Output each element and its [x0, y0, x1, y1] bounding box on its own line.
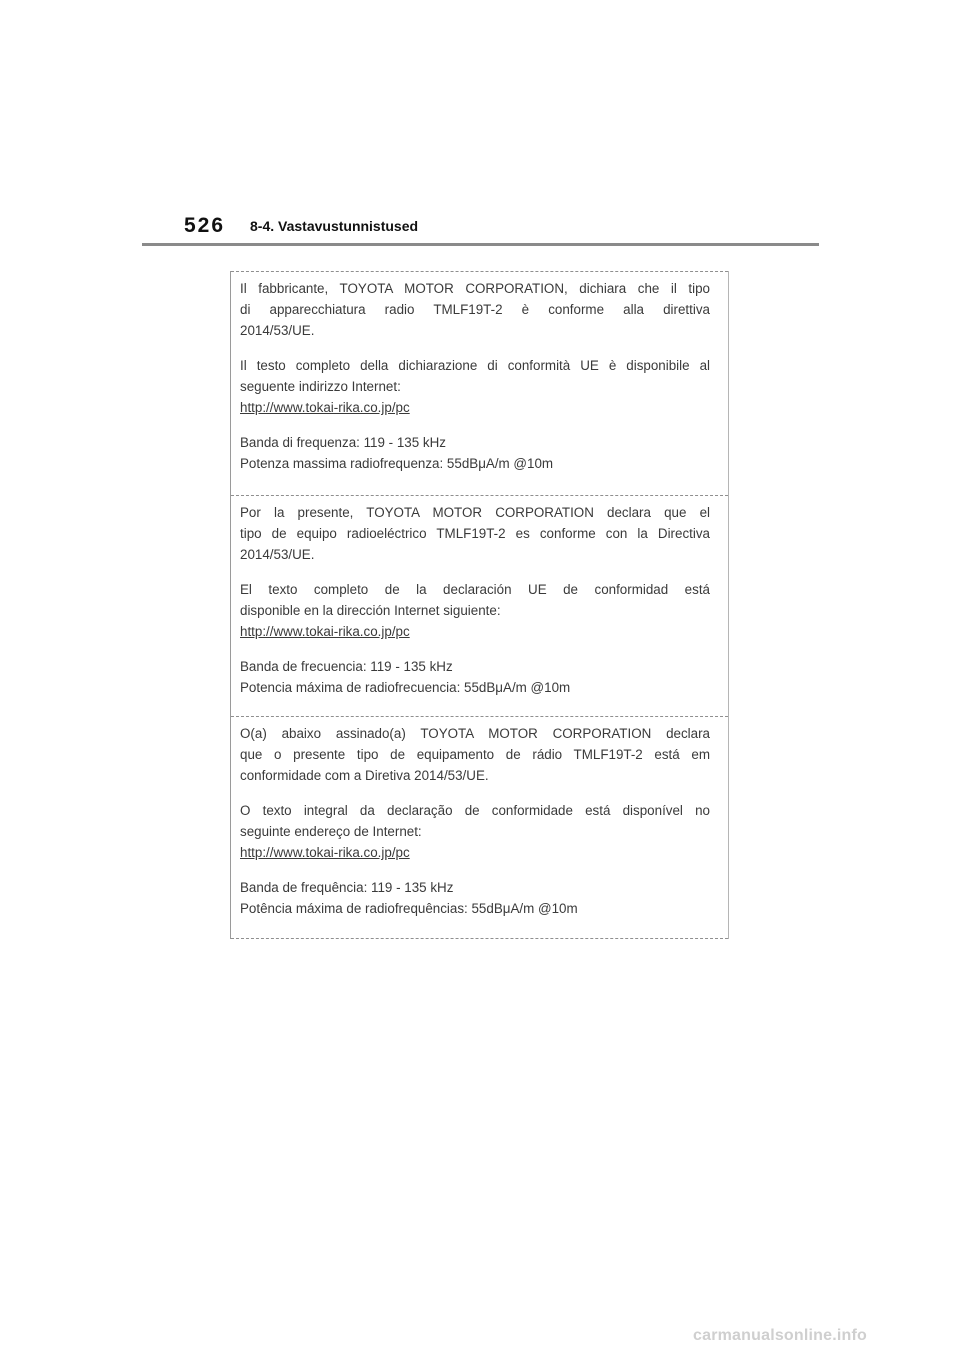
text-line: seguente indirizzo Internet: [240, 379, 401, 394]
section-title: 8-4. Vastavustunnistused [250, 218, 419, 234]
declaration-paragraph [240, 723, 710, 786]
text-line: que o presente tipo de equipamento de rádio TMLF19T-2 está em [240, 747, 710, 762]
text-line: O texto integral da declaração de conformidade está disponível no [240, 803, 710, 818]
declaration-block-spanish [231, 495, 728, 716]
scanned-declaration-box [230, 271, 729, 939]
availability-paragraph [240, 800, 710, 863]
text-line: O(a) abaixo assinado(a) TOYOTA MOTOR CORPORATION declara [240, 726, 710, 741]
site-watermark: carmanualsonline.info [693, 1327, 868, 1344]
text-line: El texto completo de la declaración UE de conformidad está [240, 582, 710, 597]
text-line: Por la presente, TOYOTA MOTOR CORPORATION declara que el [240, 505, 710, 520]
text-line: Il testo completo della dichiarazione di conformità UE è disponibile al [240, 358, 710, 373]
text-line: disponible en la dirección Internet siguiente: [240, 603, 501, 618]
text-line: tipo de equipo radioeléctrico TMLF19T-2 es conforme con la Directiva [240, 526, 710, 541]
header-rule [142, 243, 819, 246]
declaration-paragraph [240, 502, 710, 565]
text-line: Banda de frequência: 119 - 135 kHz [240, 880, 454, 895]
text-line: seguinte endereço de Internet: [240, 824, 422, 839]
frequency-paragraph [240, 432, 710, 474]
declaration-link[interactable]: http://www.tokai-rika.co.jp/pc [240, 624, 410, 639]
availability-paragraph [240, 579, 710, 642]
frequency-paragraph [240, 877, 710, 919]
text-line: Banda di frequenza: 119 - 135 kHz [240, 435, 446, 450]
frequency-paragraph [240, 656, 710, 698]
availability-paragraph [240, 355, 710, 418]
text-line: 2014/53/UE. [240, 547, 315, 562]
text-line: 2014/53/UE. [240, 323, 315, 338]
declaration-block-italian [231, 271, 728, 495]
declaration-link[interactable]: http://www.tokai-rika.co.jp/pc [240, 400, 410, 415]
page-number: 526 [184, 214, 226, 237]
text-line: Banda de frecuencia: 119 - 135 kHz [240, 659, 453, 674]
declaration-paragraph [240, 278, 710, 341]
text-line: di apparecchiatura radio TMLF19T-2 è conforme alla direttiva [240, 302, 710, 317]
text-line: Potencia máxima de radiofrecuencia: 55dBμA/m @10m [240, 680, 571, 695]
text-line: Potenza massima radiofrequenza: 55dBμA/m @10m [240, 456, 554, 471]
declaration-link[interactable]: http://www.tokai-rika.co.jp/pc [240, 845, 410, 860]
text-line: Il fabbricante, TOYOTA MOTOR CORPORATION, dichiara che il tipo [240, 281, 710, 296]
declaration-block-portuguese [231, 716, 728, 939]
text-line: conformidade com a Diretiva 2014/53/UE. [240, 768, 489, 783]
text-line: Potência máxima de radiofrequências: 55dBμA/m @10m [240, 901, 578, 916]
